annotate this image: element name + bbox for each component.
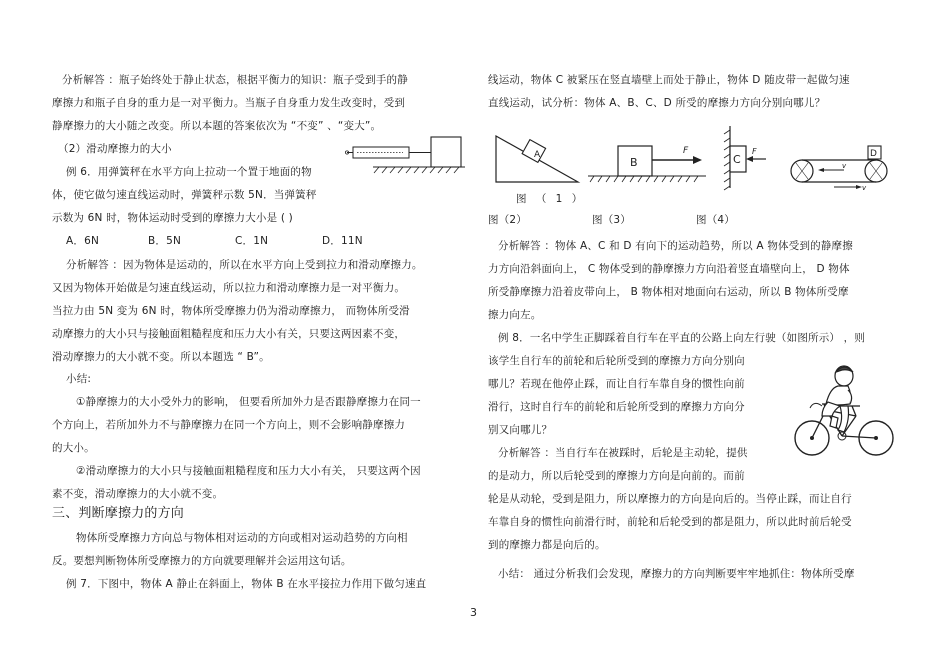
conveyor-figure bbox=[788, 142, 892, 190]
force-f-label: F bbox=[752, 147, 757, 156]
analysis-line: 分析解答 ：物体 A、C 和 D 有向下的运动趋势，所以 A 物体受到的静摩擦 bbox=[498, 240, 853, 252]
analysis-line: 动摩擦力的大小只与接触面粗糙程度和压力大小有关，只要这两因素不变， bbox=[52, 328, 406, 340]
spring-scale-figure bbox=[345, 133, 465, 183]
example-7-line: 线运动，物体 C 被紧压在竖直墙壁上而处于静止，物体 D 随皮带一起做匀速 bbox=[488, 74, 850, 86]
block-c-label: C bbox=[733, 153, 741, 166]
block-a-label: A bbox=[534, 150, 541, 160]
paragraph-line: 摩擦力和瓶子自身的重力是一对平衡力。当瓶子自身重力发生改变时，受到 bbox=[52, 97, 406, 109]
figure-1-caption: 图 （ 1 ） bbox=[516, 193, 586, 205]
example-8-line: 例 8．一名中学生正脚踩着自行车在平直的公路上向左行驶（如图所示） ，则 bbox=[498, 332, 866, 344]
example-6-line: 体，使它做匀速直线运动时，弹簧秤示数 5N．当弹簧秤 bbox=[52, 189, 317, 201]
figure-4-caption: 图（4） bbox=[696, 214, 735, 226]
summary-line: ①静摩擦力的大小受外力的影响， 但要看所加外力是否跟静摩擦力在同一 bbox=[76, 396, 421, 408]
analysis-line: 滑动摩擦力的大小就不变。所以本题选 “ B”。 bbox=[52, 351, 270, 363]
figure-2-caption: 图（2） bbox=[488, 214, 527, 226]
subheading: （2）滑动摩擦力的大小 bbox=[58, 143, 172, 155]
example-8-line: 哪儿？若现在他停止踩，而让自行车靠自身的惯性向前 bbox=[488, 378, 745, 390]
example-8-line: 别又向哪儿？ bbox=[488, 424, 553, 436]
example-7-line: 直线运动，试分析：物体 A、B、C、D 所受的摩擦力方向分别向哪儿？ bbox=[488, 97, 826, 109]
section-heading: 三、判断摩擦力的方向 bbox=[52, 506, 185, 521]
example-8-line: 滑行，这时自行车的前轮和后轮所受到的摩擦力方向分 bbox=[488, 401, 745, 413]
paragraph-line: 反。要想判断物体所受摩擦力的方向就要理解并会运用这句话。 bbox=[52, 555, 352, 567]
analysis-line: 当拉力由 5N 变为 6N 时，物体所受摩擦力仍为滑动摩擦力， 而物体所受滑 bbox=[52, 305, 410, 317]
analysis-line: 又因为物体开始做是匀速直线运动，所以拉力和滑动摩擦力是一对平衡力。 bbox=[52, 282, 406, 294]
option-b: B．5N bbox=[148, 235, 182, 247]
summary-line: 素不变，滑动摩擦力的大小就不变。 bbox=[52, 488, 224, 500]
summary-line: 个方向上，若所加外力不与静摩擦力在同一个方向上，则不会影响静摩擦力 bbox=[52, 419, 406, 431]
summary-line: 小结： 通过分析我们会发现，摩擦力的方向判断要牢牢地抓住：物体所受摩 bbox=[498, 568, 855, 580]
example-8-line: 该学生自行车的前轮和后轮所受到的摩擦力方向分别向 bbox=[488, 355, 745, 367]
example-6-line: 例 6．用弹簧秤在水平方向上拉动一个置于地面的物 bbox=[66, 166, 312, 178]
paragraph-line: 物体所受摩擦力方向总与物体相对运动的方向或相对运动趋势的方向相 bbox=[76, 532, 408, 544]
paragraph-line: 分析解答 ：瓶子始终处于静止状态，根据平衡力的知识：瓶子受到手的静 bbox=[62, 74, 408, 86]
analysis-line: 所受静摩擦力沿着皮带向上， B 物体相对地面向右运动，所以 B 物体所受摩 bbox=[488, 286, 849, 298]
cyclist-illustration bbox=[792, 364, 896, 460]
velocity-label: v bbox=[862, 184, 867, 192]
summary-title: 小结: bbox=[66, 373, 92, 385]
analysis-line: 车靠自身的惯性向前滑行时，前轮和后轮受到的都是阻力，所以此时前后轮受 bbox=[488, 516, 852, 528]
incline-figure bbox=[494, 132, 580, 184]
force-f-label: F bbox=[683, 146, 689, 156]
analysis-line: 的是动力，所以后轮受到的摩擦力方向是向前的。而前 bbox=[488, 470, 745, 482]
option-a: A．6N bbox=[66, 235, 100, 247]
summary-line: ②滑动摩擦力的大小只与接触面粗糙程度和压力大小有关， 只要这两个因 bbox=[76, 465, 421, 477]
example-6-line: 示数为 6N 时，物体运动时受到的摩擦力大小是 ( ) bbox=[52, 212, 293, 224]
block-b-label: B bbox=[630, 156, 638, 169]
example-7-line: 例 7．下图中，物体 A 静止在斜面上，物体 B 在水平接拉力作用下做匀速直 bbox=[66, 578, 427, 590]
analysis-line: 轮是从动轮，受到是阻力，所以摩擦力的方向是向后的。当停止踩，而让自行 bbox=[488, 493, 852, 505]
option-c: C．1N bbox=[235, 235, 269, 247]
analysis-line: 力方向沿斜面向上， C 物体受到的静摩擦力方向沿着竖直墙壁向上， D 物体 bbox=[488, 263, 850, 275]
option-d: D．11N bbox=[322, 235, 363, 247]
block-c-figure bbox=[722, 124, 772, 190]
analysis-line: 分析解答 ：因为物体是运动的，所以在水平方向上受到拉力和滑动摩擦力。 bbox=[66, 259, 423, 271]
analysis-line: 擦力向左。 bbox=[488, 309, 542, 321]
paragraph-line: 静摩擦力的大小随之改变。所以本题的答案依次为 “不变” 、“变大”。 bbox=[52, 120, 382, 132]
summary-line: 的大小。 bbox=[52, 442, 95, 454]
analysis-line: 分析解答 ：当自行车在被踩时，后轮是主动轮，提供 bbox=[498, 447, 748, 459]
block-d-label: D bbox=[870, 149, 877, 159]
page-number: 3 bbox=[470, 606, 478, 619]
analysis-line: 到的摩擦力都是向后的。 bbox=[488, 539, 606, 551]
figure-3-caption: 图（3） bbox=[592, 214, 631, 226]
block-b-figure bbox=[588, 140, 708, 184]
velocity-label: v bbox=[842, 162, 847, 170]
